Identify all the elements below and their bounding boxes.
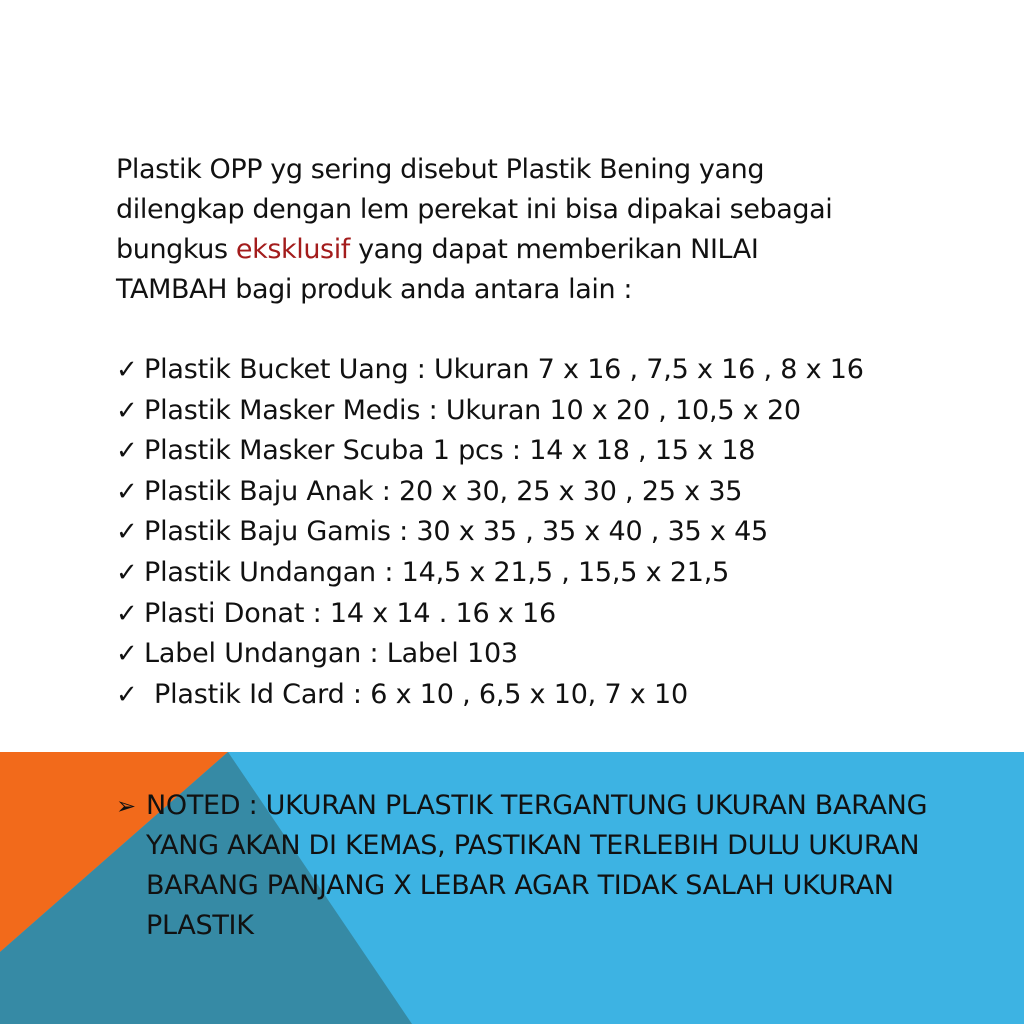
intro-text-2: yang dapat memberikan <box>349 234 691 265</box>
list-item <box>116 512 996 553</box>
check-icon: ✓ <box>116 557 138 588</box>
arrow-bullet-icon: ➢ <box>116 792 136 820</box>
note-text: NOTED : UKURAN PLASTIK TERGANTUNG UKURAN BARANG YANG AKAN DI KEMAS, PASTIKAN TERLEBIH DULU UKURAN BARANG PANJANG X LEBAR AGAR TIDAK SALAH UKURAN PLASTIK <box>146 790 928 941</box>
check-icon: ✓ <box>116 517 138 548</box>
list-item <box>116 634 996 675</box>
list-item <box>116 472 996 513</box>
check-icon: ✓ <box>116 598 138 629</box>
intro-paragraph <box>116 150 836 310</box>
note-block <box>116 786 966 946</box>
list-item <box>116 350 996 391</box>
intro-emphasis: NILAI TAMBAH <box>116 234 759 305</box>
size-checklist <box>116 350 996 715</box>
list-item-text: Plastik Baju Gamis : 30 x 35 , 35 x 40 , 35 x 45 <box>144 516 769 548</box>
check-icon: ✓ <box>116 436 138 467</box>
check-icon: ✓ <box>116 355 138 385</box>
check-icon: ✓ <box>116 395 138 426</box>
list-item <box>116 675 996 716</box>
check-icon: ✓ <box>116 679 138 710</box>
intro-text-3: bagi produk anda antara lain : <box>227 274 633 305</box>
list-item-text: Plastik Baju Anak : 20 x 30, 25 x 30 , 25 x 35 <box>144 475 743 507</box>
list-item-text: Plasti Donat : 14 x 14 . 16 x 16 <box>144 597 556 629</box>
list-item-text: Label Undangan : Label 103 <box>144 638 518 670</box>
list-item-text: Plastik Id Card : 6 x 10 , 6,5 x 10, 7 x 10 <box>154 678 688 710</box>
list-item <box>116 553 996 594</box>
list-item <box>116 391 996 432</box>
list-item-text: Plastik Masker Scuba 1 pcs : 14 x 18 , 15 x 18 <box>144 435 756 467</box>
intro-text-1: Plastik OPP yg sering disebut Plastik Bening yang dilengkap dengan lem perekat ini bisa dipakai sebagai bungkus <box>116 154 833 265</box>
list-item-text: Plastik Masker Medis : Ukuran 10 x 20 , 10,5 x 20 <box>144 394 801 426</box>
list-item <box>116 431 996 472</box>
intro-highlight: eksklusif <box>235 234 350 265</box>
list-item-text: Plastik Undangan : 14,5 x 21,5 , 15,5 x 21,5 <box>144 556 730 588</box>
list-item <box>116 594 996 635</box>
check-icon: ✓ <box>116 476 138 507</box>
list-item-text: Plastik Bucket Uang : Ukuran 7 x 16 , 7,5 x 16 , 8 x 16 <box>144 354 864 385</box>
check-icon: ✓ <box>116 639 138 670</box>
